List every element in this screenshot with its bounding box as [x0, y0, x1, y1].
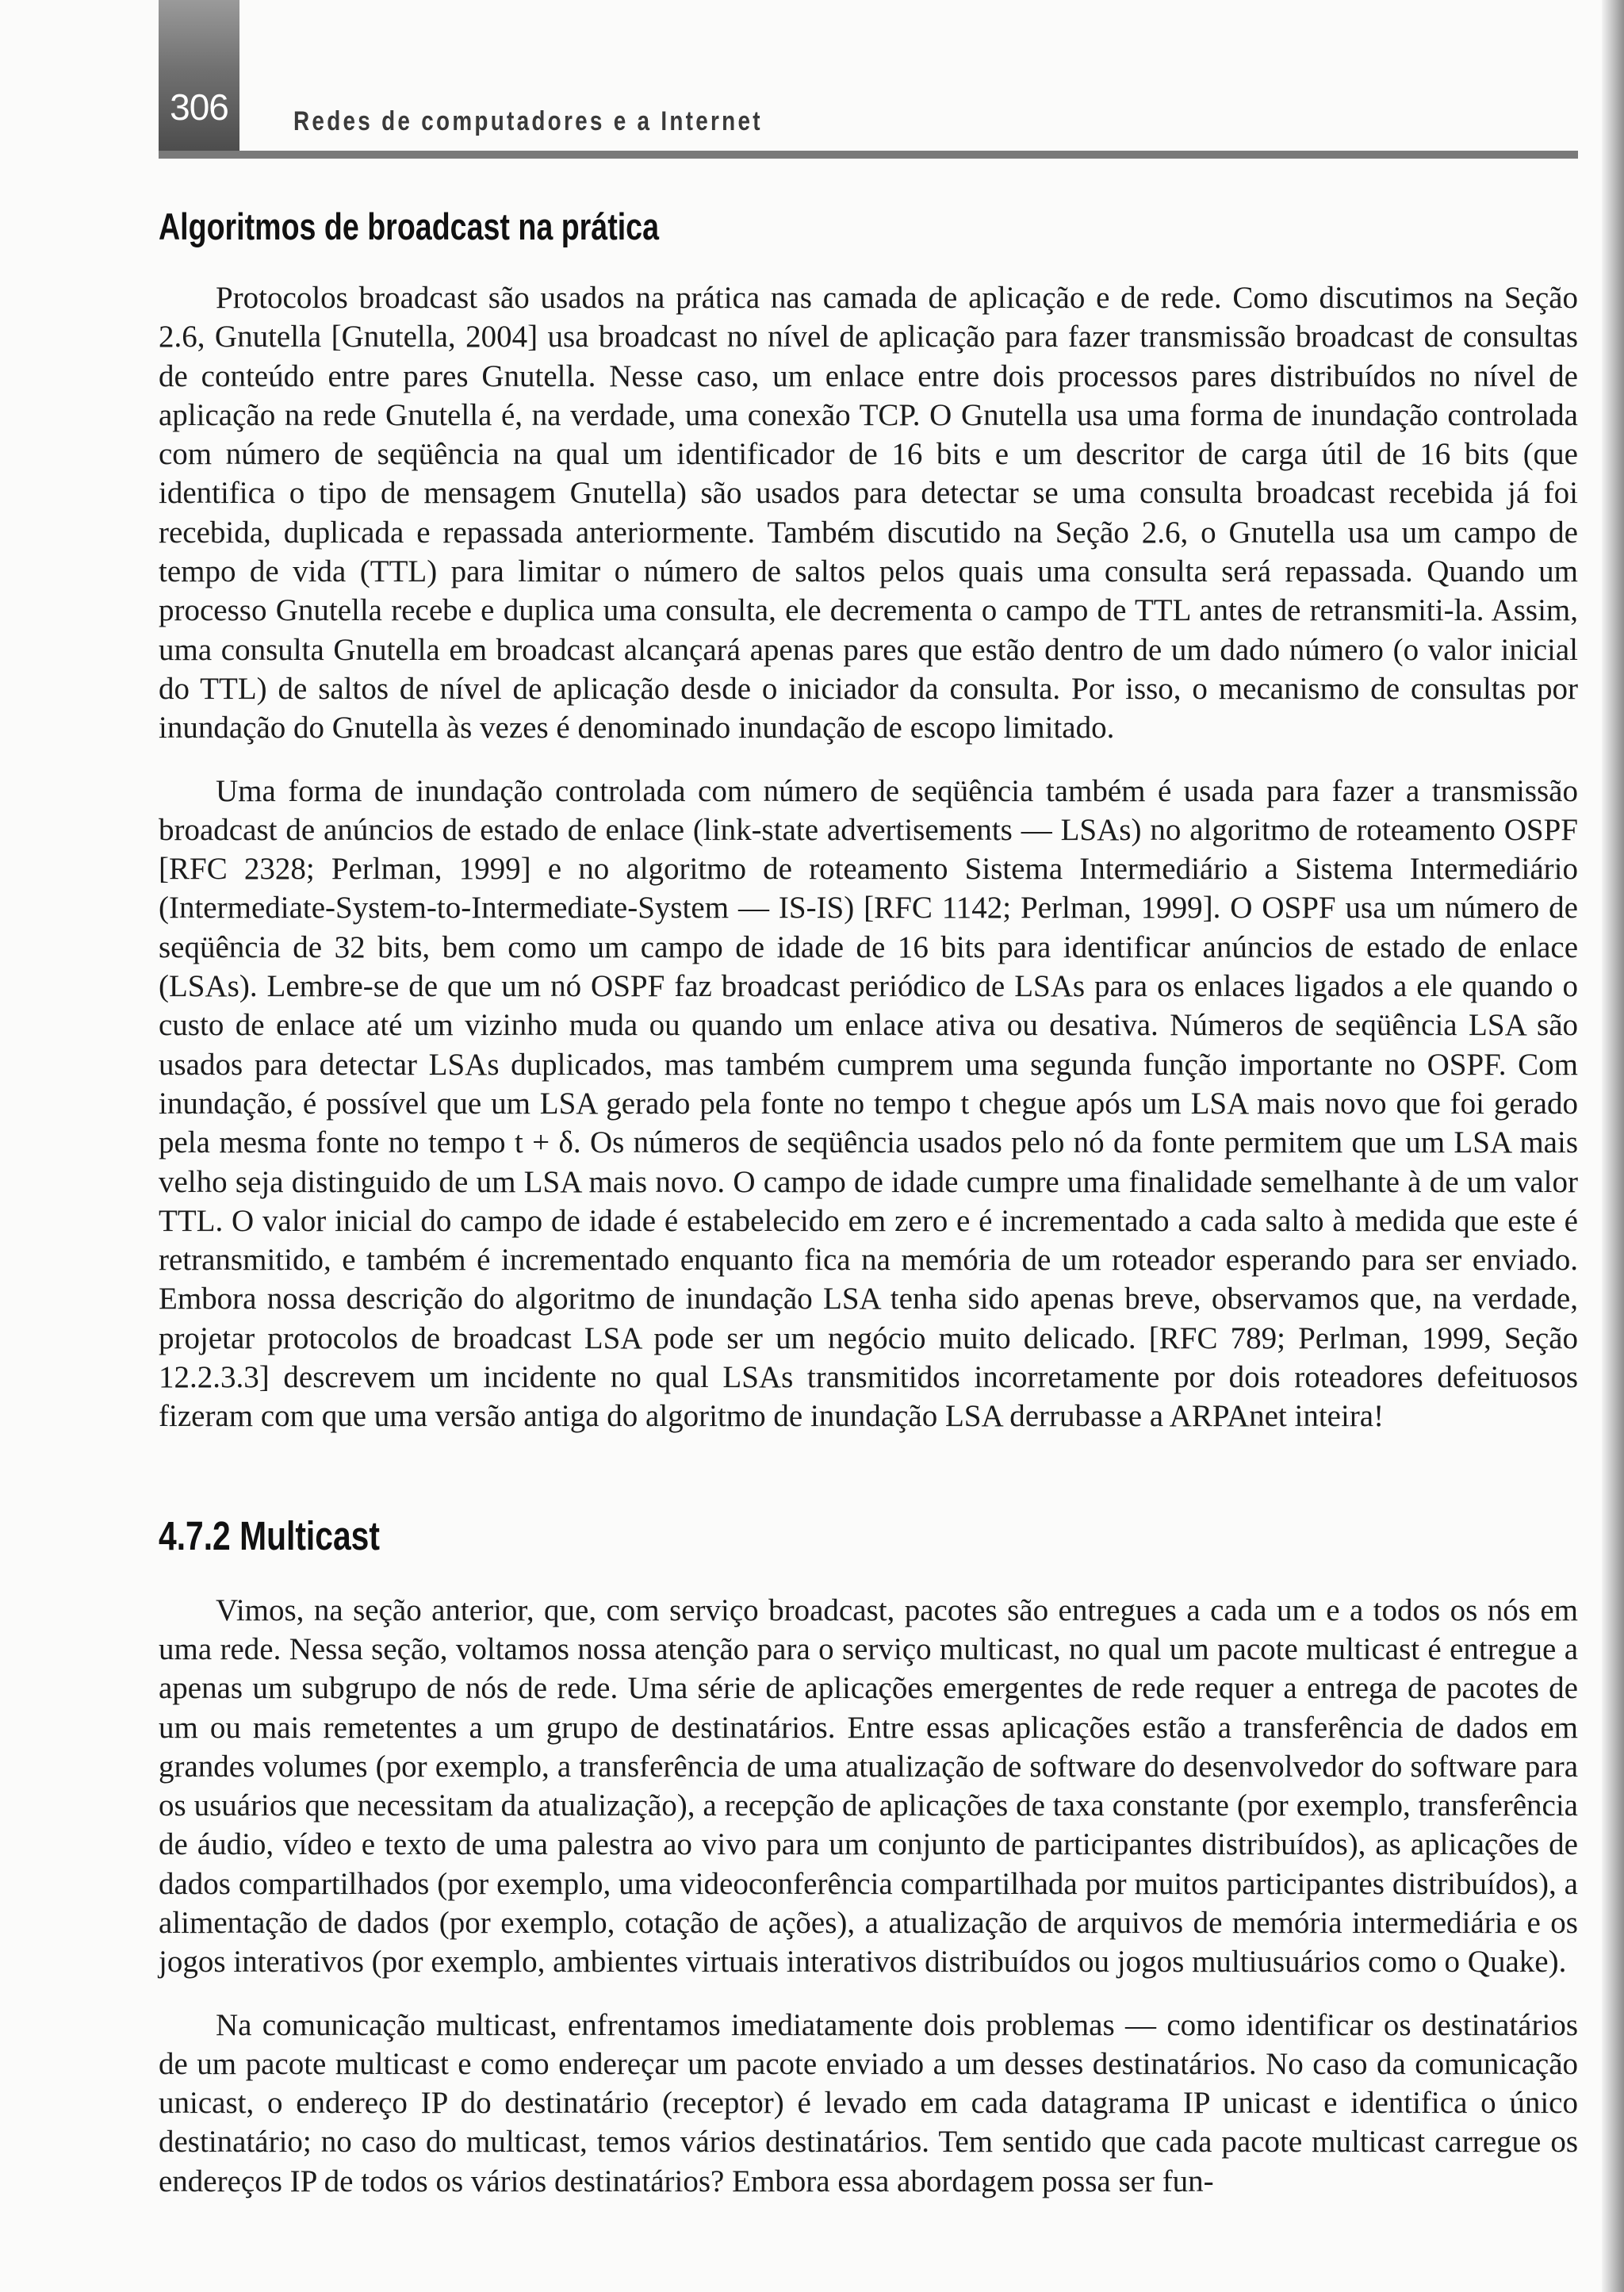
- page-edge-shadow: [1602, 0, 1624, 2292]
- section-heading-multicast: 4.7.2 Multicast: [159, 1512, 380, 1558]
- page-body: [159, 205, 1578, 2225]
- paragraph-broadcast-1: Protocolos broadcast são usados na prática nas camada de aplicação e de rede. Como discutimos na Seção 2.6, Gnutella [Gnutella, 2004] usa broadcast no nível de aplicação para fazer transmissão broadcast de consultas de conteúdo entre pares Gnutella. Nesse caso, um enlace entre dois processos pares distribuídos no nível de aplicação na rede Gnutella é, na verdade, uma conexão TCP. O Gnutella usa uma forma de inundação controlada com número de seqüência na qual um identificador de 16 bits e um descritor de carga útil de 16 bits (que identifica o tipo de mensagem Gnutella) são usados para detectar se uma consulta broadcast recebida já foi recebida, duplicada e repassada anteriormente. Também discutido na Seção 2.6, o Gnutella usa um campo de tempo de vida (TTL) para limitar o número de saltos pelos quais uma consulta será repassada. Quando um processo Gnutella recebe e duplica uma consulta, ele decrementa o campo de TTL antes de retransmiti-la. Assim, uma consulta Gnutella em broadcast alcançará apenas pares que estão dentro de um dado número (o valor inicial do TTL) de saltos de nível de aplicação desde o iniciador da consulta. Por isso, o mecanismo de consultas por inundação do Gnutella às vezes é denominado inundação de escopo limitado.: [159, 281, 1578, 745]
- page-number: 306: [170, 86, 228, 128]
- running-head: Redes de computadores e a Internet: [293, 106, 763, 136]
- paragraph-broadcast-2: Uma forma de inundação controlada com número de seqüência também é usada para fazer a transmissão broadcast de anúncios de estado de enlace (link-state advertisements — LSAs) no algoritmo de roteamento OSPF [RFC 2328; Perlman, 1999] e no algoritmo de roteamento Sistema Intermediário a Sistema Intermediário (Intermediate-System-to-Intermediate-System — IS-IS) [RFC 1142; Perlman, 1999]. O OSPF usa um número de seqüência de 32 bits, bem como um campo de idade de 16 bits para identificar anúncios de estado de enlace (LSAs). Lembre-se de que um nó OSPF faz broadcast periódico de LSAs para os enlaces ligados a ele quando o custo de enlace até um vizinho muda ou quando um enlace ativa ou desativa. Números de seqüência LSA são usados para detectar LSAs duplicados, mas também cumprem uma segunda função importante no OSPF. Com inundação, é possível que um LSA gerado pela fonte no tempo t chegue após um LSA mais novo que foi gerado pela mesma fonte no tempo t + δ. Os números de seqüência usados pelo nó da fonte permitem que um LSA mais velho seja distinguido de um LSA mais novo. O campo de idade cumpre uma finalidade semelhante à de um valor TTL. O valor inicial do campo de idade é estabelecido em zero e é incrementado a cada salto à medida que este é retransmitido, e também é incrementado enquanto fica na memória de um roteador esperando para ser enviado. Embora nossa descrição do algoritmo de inundação LSA tenha sido apenas breve, observamos que, na verdade, projetar protocolos de broadcast LSA pode ser um negócio muito delicado. [RFC 789; Perlman, 1999, Seção 12.2.3.3] descrevem um incidente no qual LSAs transmitidos incorretamente por dois roteadores defeituosos fizeram com que uma versão antiga do algoritmo de inundação LSA derrubasse a ARPAnet inteira!: [159, 773, 1578, 1434]
- paragraph-multicast-1: Vimos, na seção anterior, que, com serviço broadcast, pacotes são entregues a cada um e a todos os nós em uma rede. Nessa seção, voltamos nossa atenção para o serviço multicast, no qual um pacote multicast é entregue a apenas um subgrupo de nós de rede. Uma série de aplicações emergentes de rede requer a entrega de pacotes de um ou mais remetentes a um grupo de destinatários. Entre essas aplicações estão a transferência de dados em grandes volumes (por exemplo, a transferência de uma atualização de software do desenvolvedor do software para os usuários que necessitam da atualização), a recepção de aplicações de taxa constante (por exemplo, transferência de áudio, vídeo e texto de uma palestra ao vivo para um conjunto de participantes distribuídos), as aplicações de dados compartilhados (por exemplo, uma videoconferência compartilhada por muitos participantes distribuídos), a alimentação de dados (por exemplo, cotação de ações), a atualização de arquivos de memória intermediária e os jogos interativos (por exemplo, ambientes virtuais interativos distribuídos ou jogos multiusuários como o Quake).: [159, 1593, 1578, 1980]
- page-header: [0, 0, 1578, 159]
- section-heading-broadcast: Algoritmos de broadcast na prática: [159, 205, 659, 247]
- header-rule: [159, 151, 1578, 159]
- page-number-tab: [159, 0, 239, 157]
- paragraph-multicast-2: Na comunicação multicast, enfrentamos imediatamente dois problemas — como identificar os destinatários de um pacote multicast e como endereçar um pacote enviado a um desses destinatários. No caso da comunicação unicast, o endereço IP do destinatário (receptor) é levado em cada datagrama IP unicast e identifica o único destinatário; no caso do multicast, temos vários destinatários. Tem sentido que cada pacote multicast carregue os endereços IP de todos os vários destinatários? Embora essa abordagem possa ser fun-: [159, 2007, 1578, 2198]
